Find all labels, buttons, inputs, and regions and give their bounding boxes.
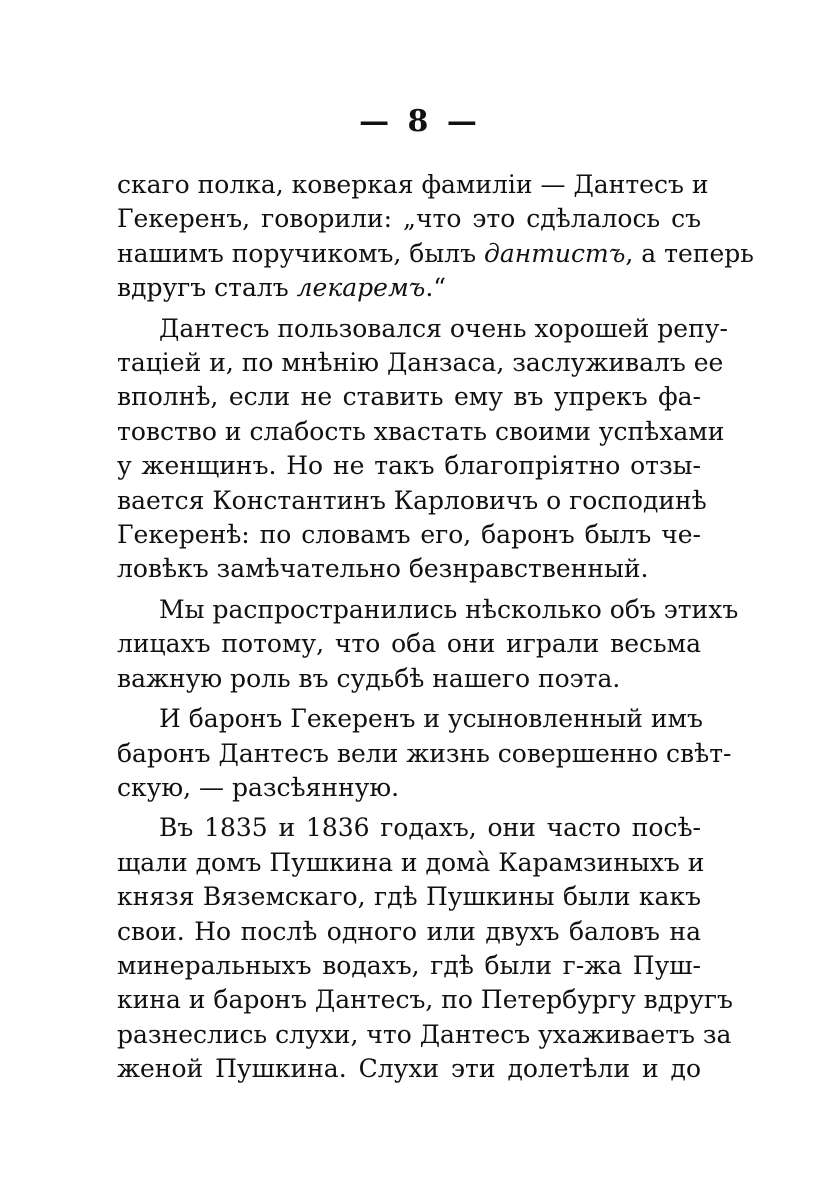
text-run: нашимъ поручикомъ, былъ: [117, 238, 484, 268]
text-line: вается Константинъ Карловичъ о господинѣ: [117, 485, 707, 515]
text-line: ловѣкъ замѣчательно безнравственный.: [117, 554, 649, 584]
paragraph: [117, 312, 728, 587]
paragraph: [117, 593, 739, 696]
paragraph: [117, 168, 754, 306]
text-line: баронъ Дантесъ вели жизнь совершенно свѣт-: [117, 738, 732, 768]
italic-word: лекаремъ: [296, 273, 426, 303]
text-line: минеральныхъ водахъ, гдѣ были г-жа Пуш-: [117, 950, 701, 980]
body-text: [117, 168, 754, 1093]
text-line: Мы распространились нѣсколько объ этихъ: [159, 594, 739, 624]
text-line: [117, 237, 754, 271]
text-line: вполнѣ, если не ставить ему въ упрекъ фа-: [117, 382, 701, 412]
text-run: , а теперь: [625, 238, 754, 268]
italic-word: дантистъ: [484, 238, 626, 268]
text-line: скаго полка, коверкая фамилiи — Дантесъ и: [117, 170, 709, 199]
text-line: тацiей и, по мнѣнiю Данзаса, заслуживалъ ее: [117, 348, 724, 378]
text-line: Въ 1835 и 1836 годахъ, они часто посѣ-: [159, 813, 701, 843]
text-line: Дантесъ пользовался очень хорошей репу-: [159, 313, 728, 343]
text-run: вдругъ сталъ: [117, 273, 297, 303]
text-line: Гекеренъ, говорили: „что это сдѣлалось съ: [117, 204, 701, 234]
text-line: лицахъ потому, что оба они играли весьма: [117, 629, 701, 659]
text-line: важную роль въ судьбѣ нашего поэта.: [117, 663, 621, 693]
text-line: товство и слабость хвастать своими успѣхами: [117, 416, 725, 446]
text-run: .“: [425, 273, 447, 303]
text-line: [117, 271, 701, 305]
text-line: свои. Но послѣ одного или двухъ баловъ на: [117, 916, 701, 946]
text-line: разнеслись слухи, что Дантесъ ухаживаетъ за: [117, 1019, 732, 1049]
text-line: И баронъ Гекеренъ и усыновленный имъ: [159, 704, 703, 734]
page-number: — 8 —: [359, 104, 481, 139]
text-line: князя Вяземскаго, гдѣ Пушкины были какъ: [117, 882, 701, 912]
text-line: у женщинъ. Но не такъ благопрiятно отзы-: [117, 451, 701, 481]
text-line: щали домъ Пушкина и домà Карамзиныхъ и: [117, 847, 705, 877]
paragraph: [117, 702, 732, 805]
text-line: кина и баронъ Дантесъ, по Петербургу вдругъ: [117, 985, 733, 1015]
text-line: скую, — разсѣянную.: [117, 772, 400, 802]
text-line: Гекеренѣ: по словамъ его, баронъ былъ че-: [117, 520, 701, 550]
text-line: женой Пушкина. Слухи эти долетѣли и до: [117, 1054, 701, 1084]
paragraph: [117, 811, 733, 1086]
